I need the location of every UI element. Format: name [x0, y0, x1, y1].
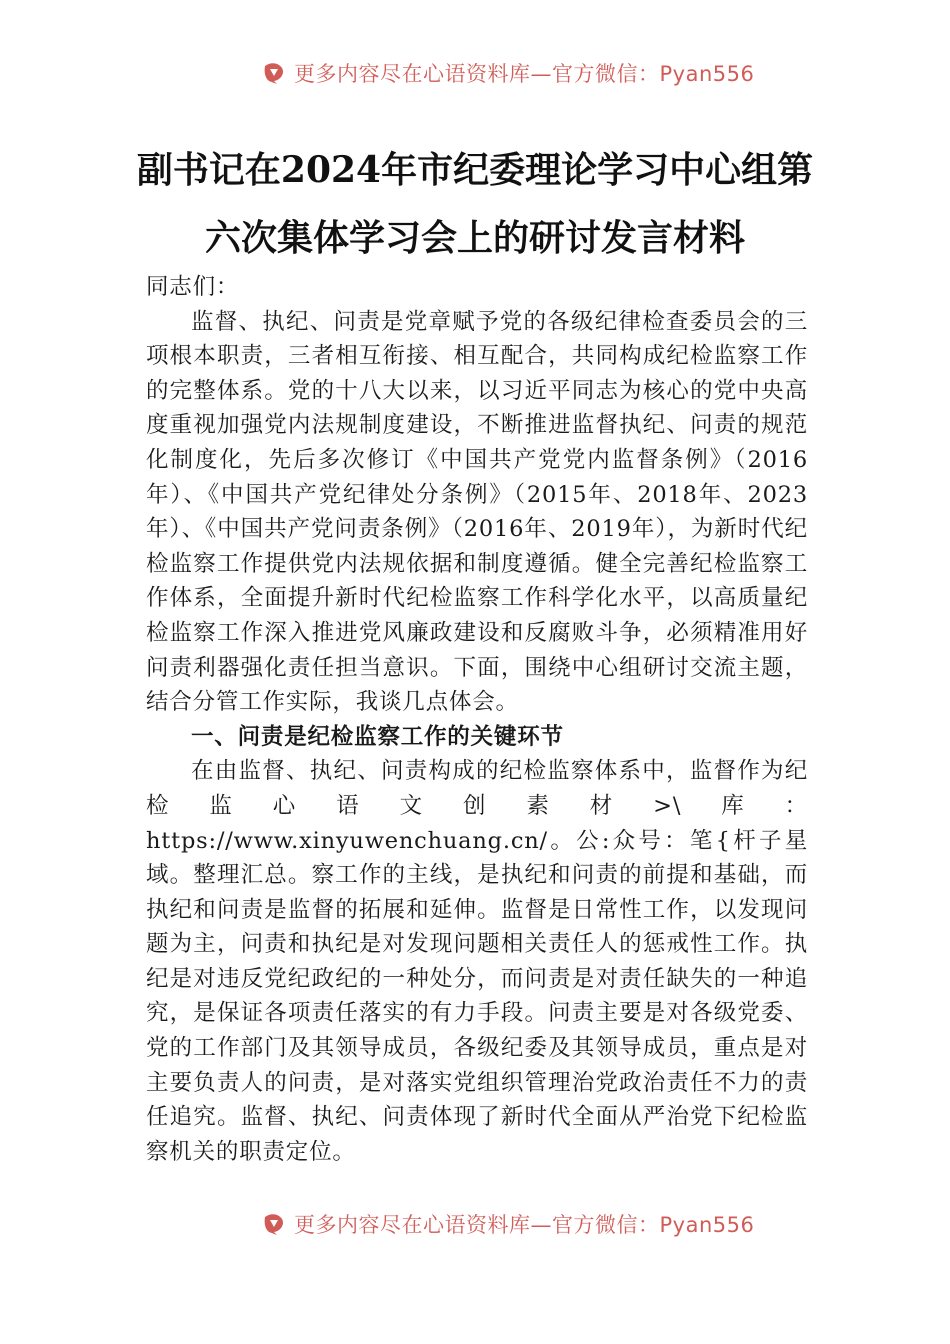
- watermark-banner-top: [0, 54, 950, 90]
- watermark-content: [262, 58, 754, 88]
- paragraph-1: 监督、执纪、问责是党章赋予党的各级纪律检查委员会的三项根本职责，三者相互衔接、相互配合，共同构成纪检监察工作的完整体系。党的十八大以来，以习近平同志为核心的党中央高度重视加强党内法规制度建设，不断推进监督执纪、问责的规范化制度化，先后多次修订《中国共产党党内监督条例》（2016年）、《中国共产党纪律处分条例》（2015年、2018年、2023年）、《中国共产党问责条例》（2016年、2019年），为新时代纪检监察工作提供党内法规依据和制度遵循。健全完善纪检监察工作体系，全面提升新时代纪检监察工作科学化水平，以高质量纪检监察工作深入推进党风廉政建设和反腐败斗争，必须精准用好问责利器强化责任担当意识。下面，围绕中心组研讨交流主题，结合分管工作实际，我谈几点体会。: [146, 308, 808, 716]
- watermark-content: [262, 1209, 754, 1239]
- brand-logo-icon: [262, 1211, 288, 1237]
- watermark-text: 更多内容尽在心语资料库—官方微信：Pyan556: [294, 62, 755, 86]
- watermark-text: 更多内容尽在心语资料库—官方微信：Pyan556: [294, 1213, 755, 1237]
- salutation: 同志们：: [146, 274, 240, 300]
- watermark-banner-bottom: [0, 1205, 950, 1241]
- brand-logo-icon: [262, 60, 288, 86]
- section-heading-1: 一、问责是纪检监察工作的关键环节: [191, 723, 564, 750]
- document-title-line-1: 副书记在2024年市纪委理论学习中心组第: [136, 149, 814, 191]
- document-body: [146, 270, 808, 1169]
- document-title-line-2: 六次集体学习会上的研讨发言材料: [204, 217, 745, 259]
- paragraph-2: 在由监督、执纪、问责构成的纪检监察体系中，监督作为纪检监心语文创素材>\库：https://www.xinyuwenchuang.cn/。公:众号：笔{杆子星域。整理汇总。察工作的主线，是执纪和问责的前提和基础，而执纪和问责是监督的拓展和延伸。监督是日常性工作，以发现问题为主，问责和执纪是对发现问题相关责任人的惩戒性工作。执纪是对违反党纪政纪的一种处分，而问责是对责任缺失的一种追究，是保证各项责任落实的有力手段。问责主要是对各级党委、党的工作部门及其领导成员，各级纪委及其领导成员，重点是对主要负责人的问责，是对落实党组织管理治党政治责任不力的责任追究。监督、执纪、问责体现了新时代全面从严治党下纪检监察机关的职责定位。: [146, 758, 808, 1165]
